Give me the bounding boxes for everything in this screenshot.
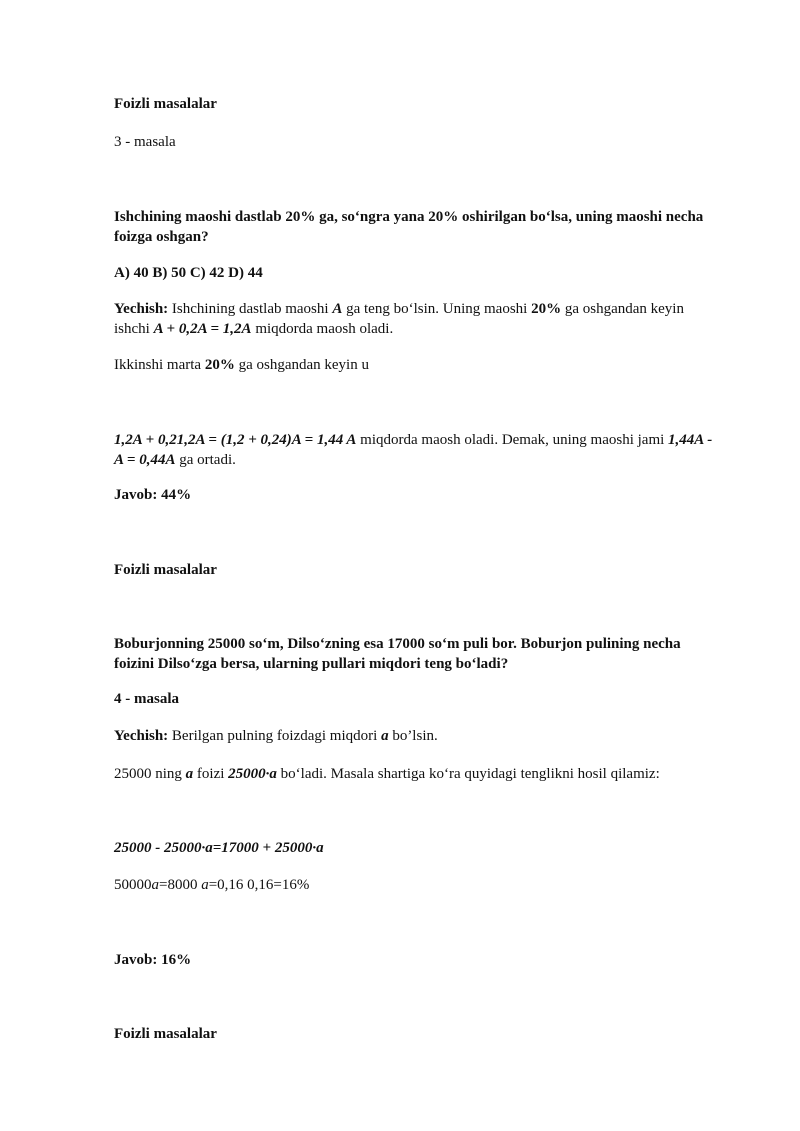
answer-line: Javob: 16%: [114, 952, 192, 968]
section-heading: Foizli masalalar: [114, 1026, 217, 1042]
section-heading: Foizli masalalar: [114, 562, 217, 578]
solution-result: 50000a=8000 a=0,16 0,16=16%: [114, 877, 310, 893]
solution-paragraph: Yechish: Berilgan pulning foizdagi miqdori a bo’lsin.: [114, 728, 438, 744]
equation: 25000 - 25000·a=17000 + 25000·a: [114, 840, 324, 856]
problem-question: Boburjonning 25000 so‘m, Dilso‘zning esa 17000 so‘m puli bor. Boburjon pulining necha foizini Dilso‘zga bersa, ularning pullari miqdori teng bo‘ladi?: [114, 636, 681, 672]
answer-options: A) 40 B) 50 C) 42 D) 44: [114, 265, 263, 281]
problem-number: 4 - masala: [114, 691, 179, 707]
problem-number: 3 - masala: [114, 134, 176, 150]
solution-paragraph: Yechish: Ishchining dastlab maoshi A ga teng bo‘lsin. Uning maoshi 20% ga oshgandan keyin ishchi A + 0,2A = 1,2A miqdorda maosh oladi.: [114, 301, 684, 337]
solution-calculation: 1,2A + 0,21,2A = (1,2 + 0,24)A = 1,44 A miqdorda maosh oladi. Demak, uning maoshi jami 1,44A - A = 0,44A ga ortadi.: [114, 432, 713, 468]
solution-step: 25000 ning a foizi 25000·a bo‘ladi. Masala shartiga ko‘ra quyidagi tenglikni hosil qilamiz:: [114, 766, 660, 782]
solution-step: Ikkinshi marta 20% ga oshgandan keyin u: [114, 357, 369, 373]
answer-line: Javob: 44%: [114, 487, 192, 503]
section-heading: Foizli masalalar: [114, 96, 217, 112]
problem-question: Ishchining maoshi dastlab 20% ga, so‘ngra yana 20% oshirilgan bo‘lsa, uning maoshi necha foizga oshgan?: [114, 209, 704, 245]
